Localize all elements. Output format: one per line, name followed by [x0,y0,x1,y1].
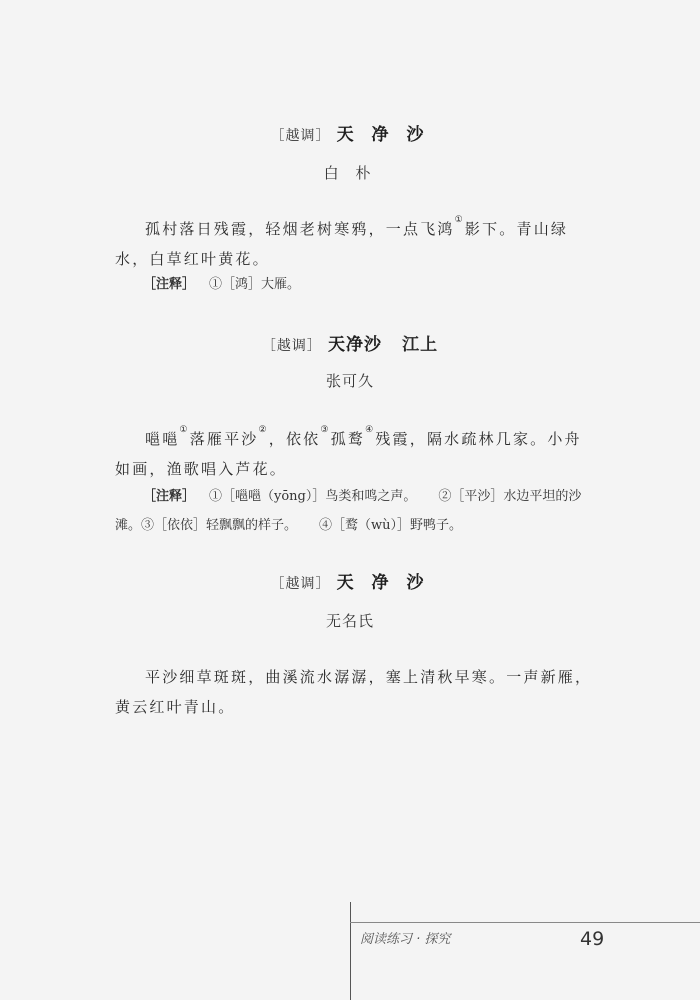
poem-1-notes [115,270,605,299]
poem-1-author: 白 朴 [323,164,377,182]
poem-2-text [115,424,593,484]
note-item: ③［依依］轻飘飘的样子。 [141,518,298,533]
poem-3-name: 天 净 沙 [336,573,430,593]
poem-1-text-part: 影下。青山绿水，白草红叶黄花。 [115,220,569,268]
footer-divider-vertical [350,902,351,1000]
poem-2-text-part: 孤鹜 [330,430,366,448]
poem-2-text-part: 嗈嗈 [145,430,180,448]
poem-1-name: 天 净 沙 [336,125,430,145]
poem-2-title [0,330,700,355]
poem-1-title [0,120,700,145]
footnote-marker: ② [258,425,269,435]
poem-1-text-part: 孤村落日残霞，轻烟老树寒鸦，一点飞鸿 [145,220,455,238]
poem-3-title [0,568,700,593]
poem-2-notes [115,482,605,540]
footer-section-label: 阅读练习 · 探究 [360,932,451,947]
note-item: ④［鹜（wù）］野鸭子。 [319,518,463,533]
note-item: ①［鸿］大雁。 [209,277,301,292]
poem-2-name: 天净沙 [328,335,382,355]
poem-3-tune: ［越调］ [270,576,331,592]
page-number: 49 [580,928,605,950]
footer-divider-horizontal [350,922,700,923]
notes-label: ［注释］ [143,489,196,504]
note-item: ②［平沙］水边平坦的沙滩。 [115,489,582,533]
notes-label: ［注释］ [143,277,196,292]
note-item: ①［嗈嗈（yōng）］鸟类和鸣之声。 [209,489,417,504]
footnote-marker: ④ [365,425,376,435]
poem-2-text-part: ，依依 [268,430,321,448]
footnote-marker: ① [454,215,465,225]
poem-2-text-part: 落雁平沙 [189,430,259,448]
poem-2-tune: ［越调］ [261,338,322,354]
poem-1-text [115,214,593,274]
poem-2-subtitle: 江上 [402,335,439,355]
poem-3-text [115,662,593,722]
poem-3-author: 无名氏 [325,612,374,630]
poem-3-text-part: 平沙细草斑斑，曲溪流水潺潺，塞上清秋早寒。一声新雁，黄云红叶青山。 [115,668,593,716]
poem-2-author: 张可久 [325,372,374,390]
poem-2-text-part: 残霞，隔水疏林几家。小舟如画，渔歌唱入芦花。 [115,430,582,478]
footnote-marker: ③ [320,425,331,435]
poem-1-tune: ［越调］ [270,128,331,144]
footnote-marker: ① [179,425,190,435]
